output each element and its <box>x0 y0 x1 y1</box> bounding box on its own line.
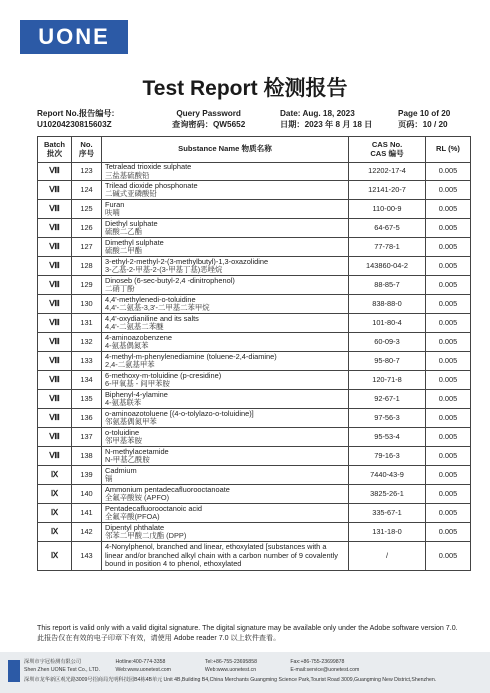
number-cell: 124 <box>72 181 102 200</box>
report-date-cn: 日期：2023 年 8 月 18 日 <box>280 119 373 129</box>
substance-name-en: 6-methoxy-m-toluidine (p-cresidine) <box>105 370 222 380</box>
substance-name-en: 3-ethyl-2-methyl-2-(3-methylbutyl)-1,3-oxazolidine <box>105 256 269 266</box>
report-date: Date: Aug. 18, 2023 <box>280 109 355 118</box>
page-number: Page 10 of 20 <box>398 109 451 118</box>
rl-cell: 0.005 <box>426 523 471 542</box>
table-row <box>38 390 471 409</box>
cas-cell: 131-18-0 <box>349 523 426 542</box>
footer-address-cn: 深圳市龙华新区观光路3009号招商局光明科技园B4栋4B单元 <box>24 677 163 683</box>
substance-name-cn: 邻苯二甲酸二戊酯 (DPP) <box>105 531 187 541</box>
cas-cell: 97-56-3 <box>349 409 426 428</box>
number-cell: 134 <box>72 371 102 390</box>
footer-row-1 <box>24 658 344 665</box>
table-row <box>38 181 471 200</box>
table-row <box>38 371 471 390</box>
table-row <box>38 276 471 295</box>
substance-name-en: Diethyl sulphate <box>105 218 158 228</box>
substance-name-en: 4,4'-oxydianiline and its salts <box>105 313 199 323</box>
substance-name-cell <box>102 371 349 390</box>
substance-name-en: 4-methyl-m-phenylenediamine (toluene-2,4-diamine) <box>105 351 277 361</box>
cas-cell: 95-53-4 <box>349 428 426 447</box>
table-row <box>38 352 471 371</box>
rl-cell: 0.005 <box>426 295 471 314</box>
substance-name-en: 4,4'-methylenedi-o-toluidine <box>105 294 196 304</box>
footer-row-2 <box>24 667 359 673</box>
batch-cell: Ⅷ <box>38 295 72 314</box>
substance-name-cell <box>102 352 349 371</box>
rl-cell: 0.005 <box>426 238 471 257</box>
substance-name-cell <box>102 200 349 219</box>
cas-cell: 79-16-3 <box>349 447 426 466</box>
substance-name-cn: 2,4-二氨基甲苯 <box>105 360 155 370</box>
cas-cell: 12141-20-7 <box>349 181 426 200</box>
number-cell: 132 <box>72 333 102 352</box>
rl-cell: 0.005 <box>426 390 471 409</box>
report-number: U10204230815603Z <box>37 119 112 129</box>
rl-cell: 0.005 <box>426 181 471 200</box>
batch-cell: Ⅷ <box>38 238 72 257</box>
batch-cell: Ⅷ <box>38 390 72 409</box>
substance-name-en: Tetralead trioxide sulphate <box>105 162 192 171</box>
cas-cell: / <box>349 542 426 571</box>
substance-name-cell <box>102 219 349 238</box>
substance-name-cell <box>102 428 349 447</box>
substance-name-cn: 硫酸二乙酯 <box>105 227 142 237</box>
rl-cell: 0.005 <box>426 333 471 352</box>
substance-name-en: Biphenyl-4-ylamine <box>105 389 168 399</box>
substance-name-en: N-methylacetamide <box>105 446 169 456</box>
cas-cell: 95-80-7 <box>349 352 426 371</box>
header-no: No. 序号 <box>72 137 102 163</box>
table-row <box>38 504 471 523</box>
number-cell: 136 <box>72 409 102 428</box>
substance-name-cn: 4-氨基偶氮苯 <box>105 341 149 351</box>
rl-cell: 0.005 <box>426 542 471 571</box>
batch-cell: Ⅷ <box>38 333 72 352</box>
substance-name-cn: 4,4'-二氨基二苯醚 <box>105 322 164 332</box>
cas-cell: 92-67-1 <box>349 390 426 409</box>
batch-cell: Ⅷ <box>38 428 72 447</box>
substance-name-cn: 硫酸二甲酯 <box>105 246 142 256</box>
number-cell: 127 <box>72 238 102 257</box>
rl-cell: 0.005 <box>426 447 471 466</box>
number-cell: 128 <box>72 257 102 276</box>
header-substance-name: Substance Name 物质名称 <box>102 137 349 163</box>
substance-name-en: Dimethyl sulphate <box>105 237 164 247</box>
page-number-cn: 页码：10 / 20 <box>398 119 448 129</box>
footer-logo-icon <box>8 660 20 682</box>
table-row <box>38 447 471 466</box>
table-row <box>38 428 471 447</box>
batch-cell: Ⅸ <box>38 542 72 571</box>
substance-name-cn: 二碱式亚磷酸铅 <box>105 189 157 199</box>
cas-cell: 7440-43-9 <box>349 466 426 485</box>
rl-cell: 0.005 <box>426 371 471 390</box>
substance-name-en: Ammonium pentadecafluorooctanoate <box>105 484 230 494</box>
substance-name-en: Furan <box>105 199 125 209</box>
batch-cell: Ⅷ <box>38 371 72 390</box>
number-cell: 138 <box>72 447 102 466</box>
substance-name-cell <box>102 181 349 200</box>
batch-cell: Ⅷ <box>38 352 72 371</box>
substance-name-cn: 镉 <box>105 474 113 484</box>
cas-cell: 838-88-0 <box>349 295 426 314</box>
company-logo: UONE <box>20 20 128 54</box>
table-row <box>38 238 471 257</box>
rl-cell: 0.005 <box>426 257 471 276</box>
batch-cell: Ⅷ <box>38 219 72 238</box>
substance-name-cell <box>102 163 349 181</box>
cas-cell: 335-67-1 <box>349 504 426 523</box>
substance-name-cell <box>102 523 349 542</box>
batch-cell: Ⅷ <box>38 314 72 333</box>
table-row <box>38 314 471 333</box>
batch-cell: Ⅷ <box>38 163 72 181</box>
batch-cell: Ⅸ <box>38 523 72 542</box>
table-row <box>38 485 471 504</box>
batch-cell: Ⅷ <box>38 409 72 428</box>
cas-cell: 101-80-4 <box>349 314 426 333</box>
cas-cell: 3825-26-1 <box>349 485 426 504</box>
batch-cell: Ⅸ <box>38 504 72 523</box>
substance-name-cn: 3-乙基-2-甲基-2-(3-甲基丁基)恶唑烷 <box>105 265 223 275</box>
footer-company-en: Shen Zhen UONE Test Co., LTD. <box>24 667 100 673</box>
batch-cell: Ⅷ <box>38 276 72 295</box>
validity-note-en: This report is valid only with a valid digital signature. The digital signature may be available only under the Adobe software version 7.0. <box>37 624 458 632</box>
number-cell: 139 <box>72 466 102 485</box>
rl-cell: 0.005 <box>426 485 471 504</box>
substance-name-en: o-aminoazotoluene [(4-o-tolylazo-o-toluidine)] <box>105 408 254 418</box>
substance-name-cn: 三盐基硫酸铅 <box>105 170 150 180</box>
batch-cell: Ⅷ <box>38 181 72 200</box>
substance-name-cell <box>102 314 349 333</box>
number-cell: 130 <box>72 295 102 314</box>
substance-name-cell <box>102 485 349 504</box>
number-cell: 135 <box>72 390 102 409</box>
number-cell: 143 <box>72 542 102 571</box>
number-cell: 126 <box>72 219 102 238</box>
page-block <box>398 109 450 130</box>
number-cell: 133 <box>72 352 102 371</box>
substance-name-cell <box>102 276 349 295</box>
table-row <box>38 409 471 428</box>
substance-name-en: Pentadecafluorooctanoic acid <box>105 503 202 513</box>
table-row <box>38 219 471 238</box>
substance-name-en: o-toluidine <box>105 427 140 437</box>
rl-cell: 0.005 <box>426 466 471 485</box>
report-number-block <box>37 109 114 130</box>
query-password-block <box>172 109 245 130</box>
cas-cell: 12202-17-4 <box>349 163 426 181</box>
rl-cell: 0.005 <box>426 314 471 333</box>
substance-name-cn: 4-氨基联苯 <box>105 398 142 408</box>
rl-cell: 0.005 <box>426 219 471 238</box>
report-number-label: Report No.报告编号: <box>37 109 115 118</box>
table-row <box>38 295 471 314</box>
footer-tel: Tel:+86-755-23695858 <box>204 659 257 665</box>
report-title: Test Report 检测报告 <box>142 77 348 100</box>
number-cell: 123 <box>72 163 102 181</box>
page-footer <box>0 652 490 693</box>
cas-cell: 60-09-3 <box>349 333 426 352</box>
footer-email[interactable]: E-mail:service@uonetest.com <box>290 667 360 673</box>
cas-cell: 64-67-5 <box>349 219 426 238</box>
footer-web[interactable]: Web:www.uonetest.com <box>115 667 172 673</box>
cas-cell: 77-78-1 <box>349 238 426 257</box>
table-row <box>38 466 471 485</box>
substance-name-en: 4-Nonylphenol, branched and linear, ethoxylated [substances with a linear and/or branched alkyl chain with a carbon number of 9 covalently bound in position 4 to phenol, ethoxylated <box>105 542 338 569</box>
substance-name-cell <box>102 238 349 257</box>
footer-fax: Fax:+86-755-23699878 <box>290 659 345 665</box>
footer-web-cn[interactable]: Web:www.uonetest.cn <box>204 667 257 673</box>
rl-cell: 0.005 <box>426 504 471 523</box>
number-cell: 141 <box>72 504 102 523</box>
header-rl: RL (%) <box>426 137 471 163</box>
table-row <box>38 333 471 352</box>
query-password: 查询密码：QW5652 <box>172 119 246 129</box>
footer-hotline: Hotline:400-774-3358 <box>115 659 166 665</box>
table-row <box>38 523 471 542</box>
table-row <box>38 163 471 181</box>
substance-name-en: Dinoseb (6-sec-butyl-2,4 -dinitrophenol) <box>105 275 235 285</box>
rl-cell: 0.005 <box>426 428 471 447</box>
batch-cell: Ⅸ <box>38 466 72 485</box>
header-cas: CAS No. CAS 编号 <box>349 137 426 163</box>
substance-name-cn: 全氟辛酸铵 (APFO) <box>105 493 170 503</box>
substance-name-cn: 二硝丁酚 <box>105 284 135 294</box>
query-password-label: Query Password <box>176 109 241 118</box>
rl-cell: 0.005 <box>426 409 471 428</box>
substance-name-cn: 邻氨基偶氮甲苯 <box>105 417 157 427</box>
batch-cell: Ⅸ <box>38 485 72 504</box>
substance-name-cn: 呋喃 <box>105 208 120 218</box>
cas-cell: 143860-04-2 <box>349 257 426 276</box>
number-cell: 131 <box>72 314 102 333</box>
table-row <box>38 200 471 219</box>
substance-name-en: Cadmium <box>105 465 137 475</box>
number-cell: 142 <box>72 523 102 542</box>
substance-name-en: Dipentyl phthalate <box>105 522 165 532</box>
rl-cell: 0.005 <box>426 276 471 295</box>
validity-note <box>37 624 470 643</box>
substance-name-cn: 邻甲基苯胺 <box>105 436 142 446</box>
date-block <box>280 109 372 130</box>
footer-company-cn: 深圳市宇冠检测有限公司 <box>24 659 82 665</box>
number-cell: 129 <box>72 276 102 295</box>
substance-name-cn: N-甲基乙酰胺 <box>105 455 150 465</box>
rl-cell: 0.005 <box>426 200 471 219</box>
rl-cell: 0.005 <box>426 163 471 181</box>
substance-name-cell <box>102 333 349 352</box>
cas-cell: 88-85-7 <box>349 276 426 295</box>
validity-note-cn: 此报告仅在有效的电子印章下有效，请使用 Adobe reader 7.0 以上软件查看。 <box>37 633 281 642</box>
table-header-row <box>38 137 471 163</box>
header-batch: Batch 批次 <box>38 137 72 163</box>
substance-name-cell <box>102 390 349 409</box>
batch-cell: Ⅷ <box>38 257 72 276</box>
number-cell: 137 <box>72 428 102 447</box>
substance-name-cell <box>102 542 349 571</box>
substance-name-cell <box>102 295 349 314</box>
substance-name-cn: 全氟辛酸(PFOA) <box>105 512 160 522</box>
cas-cell: 120-71-8 <box>349 371 426 390</box>
substance-name-cell <box>102 504 349 523</box>
substance-name-cn: 4,4'-二氨基-3,3'-二甲基二苯甲烷 <box>105 303 210 313</box>
footer-address-en: Unit 4B,Building B4,China Merchants Guangming Science Park,Tourist Road 3009,Guangming New District,Shenzhen. <box>163 677 437 683</box>
table-row <box>38 542 471 571</box>
batch-cell: Ⅷ <box>38 447 72 466</box>
substance-name-cell <box>102 257 349 276</box>
substance-table <box>37 136 471 571</box>
batch-cell: Ⅷ <box>38 200 72 219</box>
substance-name-cell <box>102 409 349 428</box>
number-cell: 125 <box>72 200 102 219</box>
substance-name-en: Trilead dioxide phosphonate <box>105 180 198 190</box>
footer-row-3 <box>24 676 436 683</box>
rl-cell: 0.005 <box>426 352 471 371</box>
substance-name-cell <box>102 447 349 466</box>
cas-cell: 110-00-9 <box>349 200 426 219</box>
substance-name-en: 4-aminoazobenzene <box>105 332 172 342</box>
substance-name-cell <box>102 466 349 485</box>
table-row <box>38 257 471 276</box>
number-cell: 140 <box>72 485 102 504</box>
substance-name-cn: 6-甲氧基 - 间甲苯胺 <box>105 379 170 389</box>
